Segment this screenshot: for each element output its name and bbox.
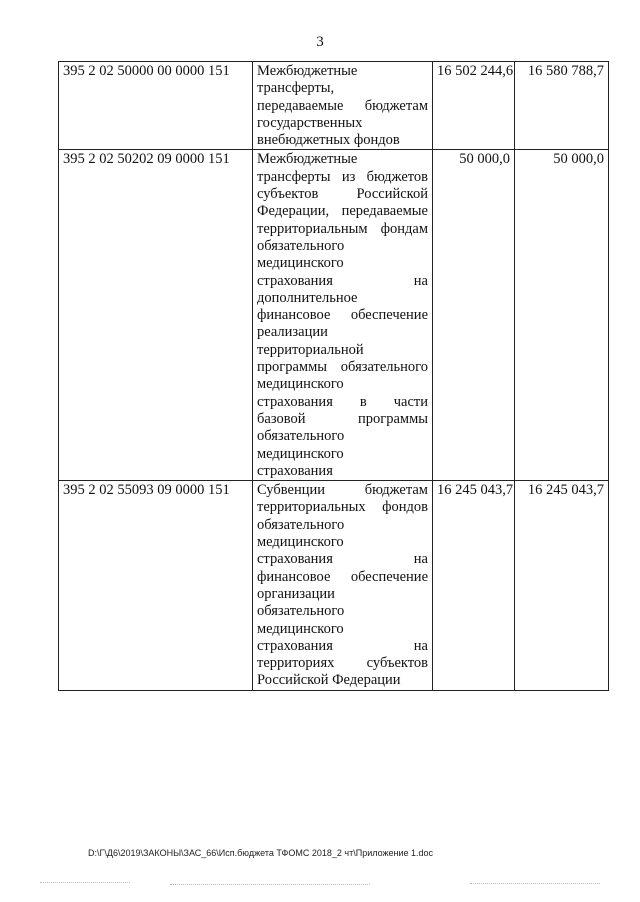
budget-name-line: Межбюджетные	[257, 63, 358, 79]
budget-name-line: трансферты,	[257, 80, 335, 97]
amount-cell-1: 16 245 043,7	[433, 481, 515, 691]
budget-code-cell: 395 2 02 50000 00 0000 151	[59, 62, 253, 150]
scan-artifact	[470, 883, 600, 884]
budget-name-line: страхования на	[257, 637, 428, 654]
budget-name-line: страхования на	[257, 551, 428, 568]
budget-name-line: организации	[257, 585, 335, 602]
budget-name-line: территориальных фондов	[257, 499, 428, 516]
budget-table	[58, 61, 609, 691]
budget-table-body	[59, 62, 609, 691]
budget-name-line: Федерации, передаваемые	[257, 203, 428, 220]
budget-name-line: базовой программы	[257, 410, 428, 427]
budget-name-line: дополнительное	[257, 289, 358, 306]
budget-name-line: территориальным фондам	[257, 220, 428, 237]
amount-cell-2: 16 245 043,7	[515, 481, 609, 691]
budget-name-line: Субвенции бюджетам	[257, 482, 428, 499]
budget-name-line: медицинского	[257, 255, 344, 272]
budget-name-line: территориальной	[257, 341, 364, 358]
budget-name-line: передаваемые бюджетам	[257, 97, 428, 114]
footer-file-path: D:\Г\Д6\2019\ЗАКОНЫ\ЗАС_66\Исп.бюджета ТФОМС 2018_2 чт\Приложение 1.doc	[88, 848, 434, 858]
table-row	[59, 150, 609, 481]
scan-artifact	[170, 884, 370, 885]
amount-cell-2: 16 580 788,7	[515, 62, 609, 150]
budget-name-line: страхования на	[257, 272, 428, 289]
budget-name-line: территориях субъектов	[257, 655, 428, 672]
amount-cell-1: 50 000,0	[433, 150, 515, 481]
budget-name-line: финансовое обеспечение	[257, 568, 428, 585]
budget-name-line: реализации	[257, 324, 328, 341]
budget-name-line: медицинского	[257, 376, 344, 393]
budget-name-line: медицинского	[257, 620, 344, 637]
budget-name-line: трансферты из бюджетов	[257, 168, 428, 185]
budget-code-cell: 395 2 02 50202 09 0000 151	[59, 150, 253, 481]
budget-name-line: финансовое обеспечение	[257, 307, 428, 324]
budget-name-cell	[253, 62, 433, 150]
budget-name-line: страхования	[257, 462, 333, 479]
budget-name-line: медицинского	[257, 445, 344, 462]
budget-name-line: обязательного	[257, 516, 345, 533]
budget-name-line: страхования в части	[257, 393, 428, 410]
budget-name-line: обязательного	[257, 428, 345, 445]
budget-name-line: Межбюджетные	[257, 151, 358, 168]
amount-cell-1: 16 502 244,6	[433, 62, 515, 150]
page-number: 3	[316, 34, 324, 50]
budget-name-line: обязательного	[257, 237, 345, 254]
budget-name-line: обязательного	[257, 603, 345, 620]
amount-cell-2: 50 000,0	[515, 150, 609, 481]
table-row	[59, 481, 609, 691]
budget-code-cell: 395 2 02 55093 09 0000 151	[59, 481, 253, 691]
budget-name-line: программы обязательного	[257, 359, 428, 376]
budget-name-line: внебюджетных фондов	[257, 132, 400, 149]
budget-name-cell	[253, 481, 433, 691]
budget-name-line: медицинского	[257, 534, 344, 551]
table-row	[59, 62, 609, 150]
budget-name-line: субъектов Российской	[257, 186, 428, 203]
budget-name-cell	[253, 150, 433, 481]
budget-name-line: государственных	[257, 114, 363, 131]
budget-name-line: Российской Федерации	[257, 672, 401, 689]
scan-artifact	[40, 882, 130, 883]
